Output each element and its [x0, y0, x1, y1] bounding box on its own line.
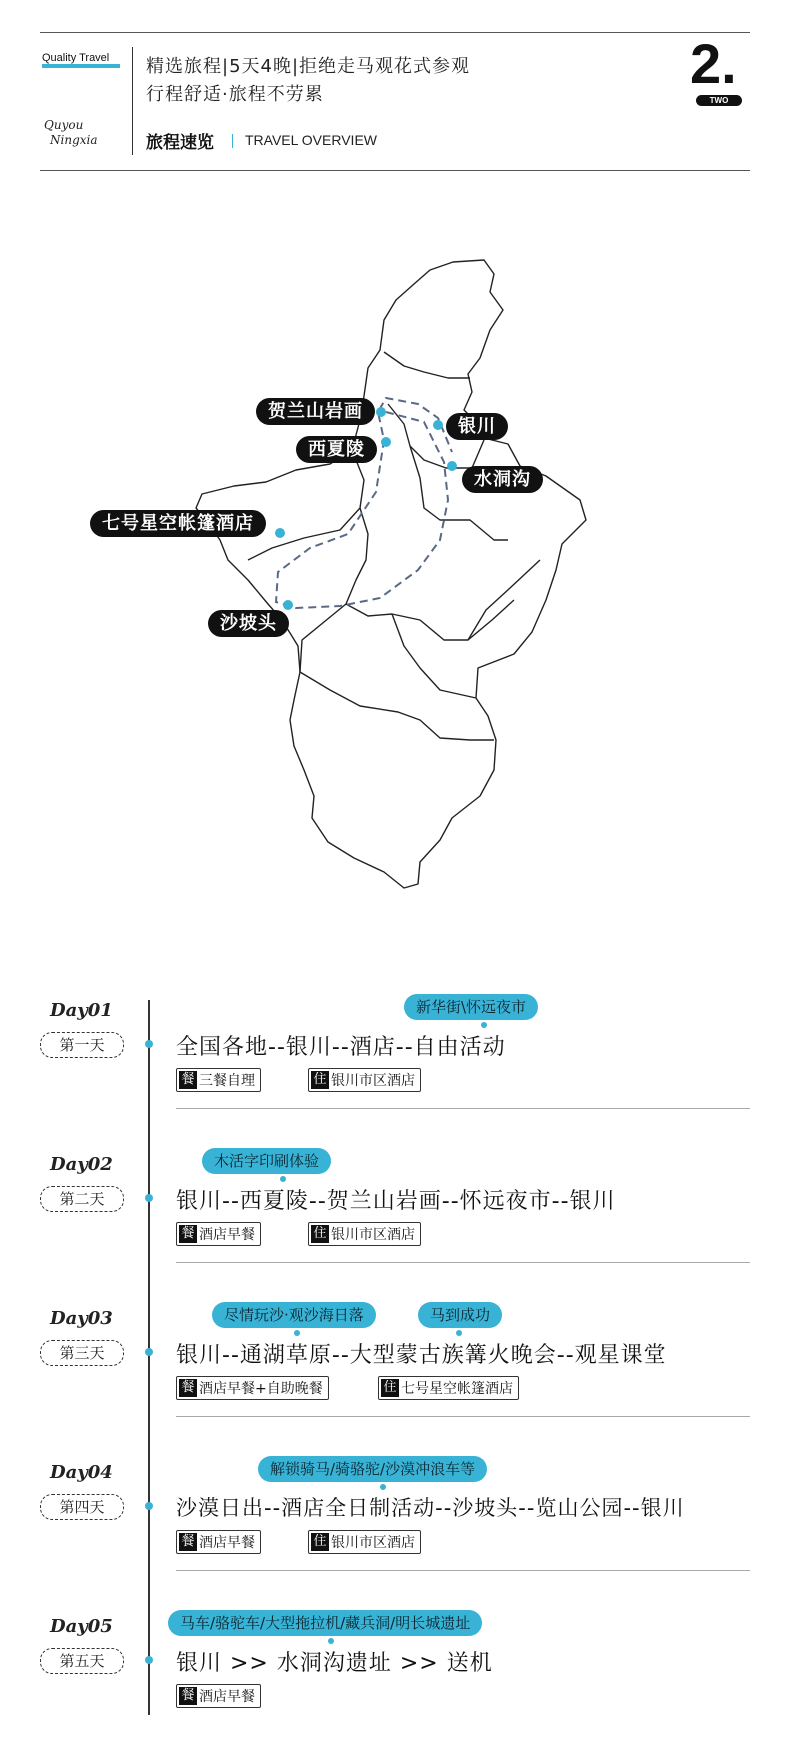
day2-separator	[176, 1262, 750, 1263]
header-tagline-2: 行程舒适·旅程不劳累	[146, 84, 324, 105]
brand-underline	[42, 64, 120, 68]
page-number-word: TWO	[696, 95, 742, 106]
day2-timeline-dot	[145, 1194, 153, 1202]
day4-script: Day04	[50, 1462, 113, 1483]
day1-stay	[308, 1068, 421, 1092]
stay-icon: 住	[381, 1379, 399, 1397]
day4-pill: 第四天	[40, 1494, 124, 1520]
day4-timeline-dot	[145, 1502, 153, 1510]
day1-route: 全国各地--银川--酒店--自由活动	[176, 1035, 506, 1060]
brand-script-line2: Ningxia	[50, 133, 98, 147]
day4-tag: 解锁骑马/骑骆驼/沙漠冲浪车等	[258, 1456, 487, 1482]
meal-icon: 餐	[179, 1687, 197, 1705]
day3-tag-1-dot	[294, 1330, 300, 1336]
day5-tag-dot	[328, 1638, 334, 1644]
brand-script	[44, 118, 98, 148]
day1-script: Day01	[50, 1000, 113, 1021]
day2-meal-text: 酒店早餐	[199, 1227, 255, 1243]
header-divider	[132, 47, 133, 155]
section-title-divider	[232, 134, 233, 148]
region-outlines	[196, 260, 586, 888]
border-zhongwei-east	[346, 508, 368, 604]
day3-pill: 第三天	[40, 1340, 124, 1366]
day2-route: 银川--西夏陵--贺兰山岩画--怀远夜市--银川	[176, 1189, 616, 1214]
day1-meal-text: 三餐自理	[199, 1073, 255, 1089]
day4-stay	[308, 1530, 421, 1554]
day3-meal-text: 酒店早餐+自助晚餐	[199, 1381, 323, 1397]
day2-pill: 第二天	[40, 1186, 124, 1212]
day4-separator	[176, 1570, 750, 1571]
route-path	[276, 398, 452, 608]
page-number: 2.	[690, 32, 737, 95]
day1-meal	[176, 1068, 261, 1092]
day3-route: 银川--通湖草原--大型蒙古族篝火晚会--观星课堂	[176, 1343, 667, 1368]
stay-icon: 住	[311, 1533, 329, 1551]
map-label-helanshan: 贺兰山岩画	[256, 398, 375, 425]
map-outline	[196, 260, 586, 888]
day3-tag-2-dot	[456, 1330, 462, 1336]
map-label-shapotou: 沙坡头	[208, 610, 289, 637]
day3-stay	[378, 1376, 519, 1400]
day1-stay-text: 银川市区酒店	[331, 1073, 415, 1089]
section-title-en: TRAVEL OVERVIEW	[245, 132, 377, 148]
day1-tag: 新华街\怀远夜市	[404, 994, 538, 1020]
dot-helanshan	[376, 407, 386, 417]
day3-tag-2: 马到成功	[418, 1302, 502, 1328]
day4-stay-text: 银川市区酒店	[331, 1535, 415, 1551]
day5-meal-text: 酒店早餐	[199, 1689, 255, 1705]
border-east	[468, 560, 540, 640]
border-south	[300, 672, 494, 740]
dot-starhotel	[275, 528, 285, 538]
timeline-line	[148, 1000, 150, 1715]
day3-stay-text: 七号星空帐篷酒店	[401, 1381, 513, 1397]
day4-route: 沙漠日出--酒店全日制活动--沙坡头--览山公园--银川	[176, 1496, 685, 1520]
day2-tag-dot	[280, 1176, 286, 1182]
map-label-shuidonggou: 水洞沟	[462, 466, 543, 493]
meal-icon: 餐	[179, 1225, 197, 1243]
map-label-xixialing: 西夏陵	[296, 436, 377, 463]
stay-icon: 住	[311, 1071, 329, 1089]
brand-name: Quality Travel	[42, 52, 110, 64]
day2-stay	[308, 1222, 421, 1246]
meal-icon: 餐	[179, 1533, 197, 1551]
dot-yinchuan	[433, 420, 443, 430]
day1-pill: 第一天	[40, 1032, 124, 1058]
day5-pill: 第五天	[40, 1648, 124, 1674]
day5-route: 银川 >> 水洞沟遗址 >> 送机	[176, 1651, 493, 1676]
day2-stay-text: 银川市区酒店	[331, 1227, 415, 1243]
day3-tag-1: 尽情玩沙·观沙海日落	[212, 1302, 376, 1328]
day1-separator	[176, 1108, 750, 1109]
dot-shuidonggou	[447, 461, 457, 471]
brand-script-line1: Quyou	[44, 118, 84, 132]
day2-script: Day02	[50, 1154, 113, 1175]
day1-timeline-dot	[145, 1040, 153, 1048]
meal-icon: 餐	[179, 1071, 197, 1089]
day2-tag: 木活字印刷体验	[202, 1148, 331, 1174]
meal-icon: 餐	[179, 1379, 197, 1397]
header-tagline-1: 精选旅程|5天4晚|拒绝走马观花式参观	[146, 56, 471, 77]
day5-timeline-dot	[145, 1656, 153, 1664]
border-guyuan	[392, 614, 476, 698]
section-title: 旅程速览	[146, 133, 214, 153]
dot-shapotou	[283, 600, 293, 610]
header-top-rule	[40, 32, 750, 33]
day5-tag: 马车/骆驼车/大型拖拉机/藏兵洞/明长城遗址	[168, 1610, 482, 1636]
stay-icon: 住	[311, 1225, 329, 1243]
day4-tag-dot	[380, 1484, 386, 1490]
day5-meal	[176, 1684, 261, 1708]
day3-meal	[176, 1376, 329, 1400]
day3-separator	[176, 1416, 750, 1417]
day5-script: Day05	[50, 1616, 113, 1637]
map-label-starhotel: 七号星空帐篷酒店	[90, 510, 266, 537]
border-lower	[300, 604, 346, 672]
day4-meal-text: 酒店早餐	[199, 1535, 255, 1551]
day4-meal	[176, 1530, 261, 1554]
map-label-yinchuan: 银川	[446, 413, 508, 440]
day3-script: Day03	[50, 1308, 113, 1329]
day1-tag-dot	[481, 1022, 487, 1028]
border-middle	[346, 600, 514, 640]
day2-meal	[176, 1222, 261, 1246]
header-bottom-rule	[40, 170, 750, 171]
border-zhongwei-north	[248, 450, 364, 560]
ningxia-map	[0, 240, 790, 920]
border-north	[384, 352, 470, 378]
day3-timeline-dot	[145, 1348, 153, 1356]
dot-xixialing	[381, 437, 391, 447]
